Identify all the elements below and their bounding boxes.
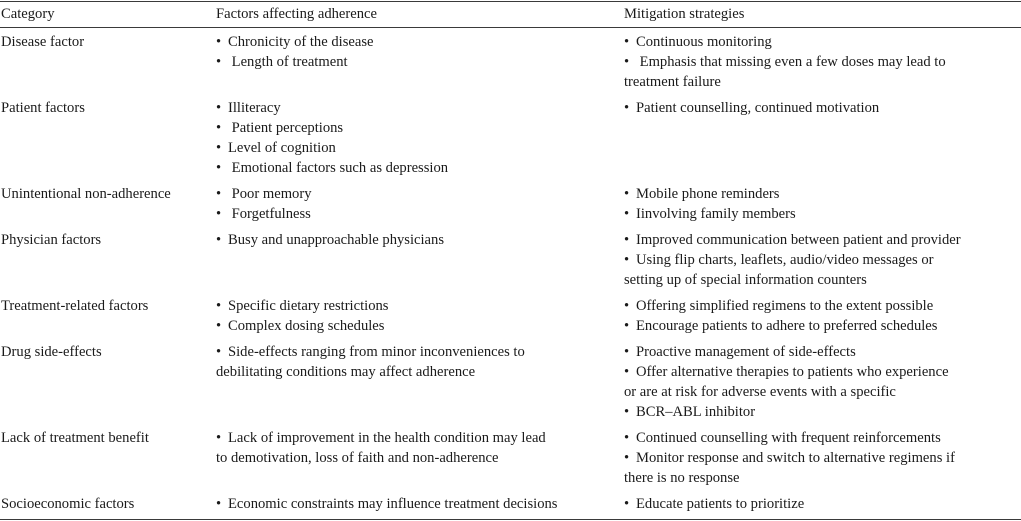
factor-item-text: Busy and unapproachable physicians	[228, 232, 445, 248]
factor-item-text: Side-effects ranging from minor inconveniences to	[228, 344, 525, 360]
bullet-icon: •	[216, 318, 222, 334]
mitigation-item	[624, 98, 879, 118]
mitigation-item-text: setting up of special information counters	[624, 272, 867, 288]
table-row-factors	[216, 428, 546, 468]
mitigation-item-text: Proactive management of side-effects	[636, 344, 856, 360]
factor-item	[216, 204, 312, 224]
factor-item-text: Poor memory	[228, 186, 312, 202]
factor-item-text: Patient perceptions	[228, 120, 344, 136]
table-row-category: Physician factors	[1, 232, 102, 248]
mitigation-item	[624, 428, 955, 448]
mitigation-item-text: Mobile phone reminders	[636, 186, 780, 202]
header-category: Category	[1, 6, 55, 22]
mitigation-item-text: Monitor response and switch to alternative regimens if	[636, 450, 955, 466]
table-row-mitigation	[624, 494, 804, 514]
mitigation-item	[624, 448, 955, 468]
bullet-icon: •	[216, 232, 222, 248]
bullet-icon: •	[624, 54, 630, 70]
factor-item	[216, 158, 448, 178]
mitigation-item-text: Encourage patients to adhere to preferred schedules	[636, 318, 938, 334]
bullet-icon: •	[624, 100, 630, 116]
header-rule	[0, 27, 1021, 28]
bullet-icon: •	[624, 298, 630, 314]
mitigation-item-text: Offering simplified regimens to the extent possible	[636, 298, 934, 314]
mitigation-item	[624, 72, 946, 92]
mitigation-item	[624, 402, 949, 422]
factor-item-text: Forgetfulness	[228, 206, 311, 222]
factor-item-text: Emotional factors such as depression	[228, 160, 449, 176]
mitigation-item	[624, 32, 946, 52]
mitigation-item-text: Improved communication between patient and provider	[636, 232, 961, 248]
factor-item	[216, 316, 388, 336]
table-row-mitigation	[624, 98, 879, 118]
factor-item	[216, 52, 374, 72]
mitigation-item	[624, 494, 804, 514]
mitigation-item-text: Continued counselling with frequent reinforcements	[636, 430, 941, 446]
header-mitigation: Mitigation strategies	[624, 6, 745, 22]
bullet-icon: •	[216, 100, 222, 116]
mitigation-item	[624, 270, 961, 290]
table-row-category: Patient factors	[1, 100, 85, 116]
table-row-category: Drug side-effects	[1, 344, 102, 360]
table-row-mitigation	[624, 428, 955, 488]
mitigation-item	[624, 468, 955, 488]
factor-item	[216, 98, 448, 118]
factor-item-text: Length of treatment	[228, 54, 348, 70]
mitigation-item-text: Emphasis that missing even a few doses may lead to	[636, 54, 946, 70]
mitigation-item	[624, 342, 949, 362]
mitigation-item-text: Iinvolving family members	[636, 206, 796, 222]
factor-item	[216, 138, 448, 158]
factor-item	[216, 494, 557, 514]
bullet-icon: •	[624, 404, 630, 420]
mitigation-item-text: Educate patients to prioritize	[636, 496, 805, 512]
mitigation-item	[624, 204, 796, 224]
table-row-mitigation	[624, 230, 961, 290]
table-row-factors	[216, 32, 374, 72]
table-row-mitigation	[624, 32, 946, 92]
mitigation-item-text: Continuous monitoring	[636, 34, 772, 50]
table-row-factors	[216, 230, 444, 250]
factor-item-text: Chronicity of the disease	[228, 34, 374, 50]
mitigation-item	[624, 296, 937, 316]
table-row-factors	[216, 184, 312, 224]
factor-item-text: Economic constraints may influence treatment decisions	[228, 496, 558, 512]
bullet-icon: •	[216, 160, 222, 176]
bullet-icon: •	[216, 430, 222, 446]
factor-item	[216, 448, 546, 468]
table-row-category: Socioeconomic factors	[1, 496, 135, 512]
factor-item	[216, 296, 388, 316]
table-row-category: Treatment-related factors	[1, 298, 149, 314]
mitigation-item-text: Patient counselling, continued motivation	[636, 100, 880, 116]
bullet-icon: •	[624, 252, 630, 268]
bullet-icon: •	[624, 430, 630, 446]
mitigation-item-text: Offer alternative therapies to patients who experience	[636, 364, 949, 380]
bullet-icon: •	[624, 318, 630, 334]
factor-item	[216, 362, 525, 382]
factor-item	[216, 184, 312, 204]
bullet-icon: •	[624, 186, 630, 202]
table-row-category: Unintentional non-adherence	[1, 186, 171, 202]
mitigation-item	[624, 250, 961, 270]
mitigation-item-text: treatment failure	[624, 74, 721, 90]
table-row-factors	[216, 98, 448, 178]
factor-item-text: Specific dietary restrictions	[228, 298, 389, 314]
bullet-icon: •	[216, 186, 222, 202]
bullet-icon: •	[624, 450, 630, 466]
mitigation-item-text: or are at risk for adverse events with a specific	[624, 384, 896, 400]
bullet-icon: •	[216, 140, 222, 156]
bullet-icon: •	[624, 496, 630, 512]
table-row-factors	[216, 296, 388, 336]
factor-item	[216, 342, 525, 362]
bullet-icon: •	[624, 344, 630, 360]
bullet-icon: •	[216, 206, 222, 222]
bullet-icon: •	[216, 54, 222, 70]
bullet-icon: •	[624, 34, 630, 50]
mitigation-item	[624, 52, 946, 72]
mitigation-item-text: Using flip charts, leaflets, audio/video messages or	[636, 252, 934, 268]
mitigation-item	[624, 362, 949, 382]
table-row-category: Lack of treatment benefit	[1, 430, 149, 446]
mitigation-item	[624, 382, 949, 402]
factor-item	[216, 32, 374, 52]
table-row-factors	[216, 494, 557, 514]
table-row-factors	[216, 342, 525, 382]
factor-item	[216, 428, 546, 448]
bullet-icon: •	[624, 232, 630, 248]
bullet-icon: •	[624, 206, 630, 222]
factor-item-text: to demotivation, loss of faith and non-adherence	[216, 450, 499, 466]
table-top-rule	[0, 1, 1021, 2]
mitigation-item	[624, 230, 961, 250]
bullet-icon: •	[216, 496, 222, 512]
bullet-icon: •	[216, 344, 222, 360]
table-row-mitigation	[624, 184, 796, 224]
table-row-mitigation	[624, 296, 937, 336]
table-row-mitigation	[624, 342, 949, 422]
factor-item-text: Lack of improvement in the health condition may lead	[228, 430, 546, 446]
factor-item-text: Level of cognition	[228, 140, 336, 156]
factor-item-text: debilitating conditions may affect adherence	[216, 364, 476, 380]
bullet-icon: •	[624, 364, 630, 380]
bullet-icon: •	[216, 34, 222, 50]
factor-item-text: Illiteracy	[228, 100, 281, 116]
mitigation-item	[624, 316, 937, 336]
table-bottom-rule	[0, 519, 1021, 520]
bullet-icon: •	[216, 298, 222, 314]
factor-item	[216, 118, 448, 138]
mitigation-item	[624, 184, 796, 204]
factor-item	[216, 230, 444, 250]
factor-item-text: Complex dosing schedules	[228, 318, 385, 334]
bullet-icon: •	[216, 120, 222, 136]
mitigation-item-text: BCR–ABL inhibitor	[636, 404, 756, 420]
mitigation-item-text: there is no response	[624, 470, 740, 486]
table-row-category: Disease factor	[1, 34, 85, 50]
header-factors: Factors affecting adherence	[216, 6, 377, 22]
